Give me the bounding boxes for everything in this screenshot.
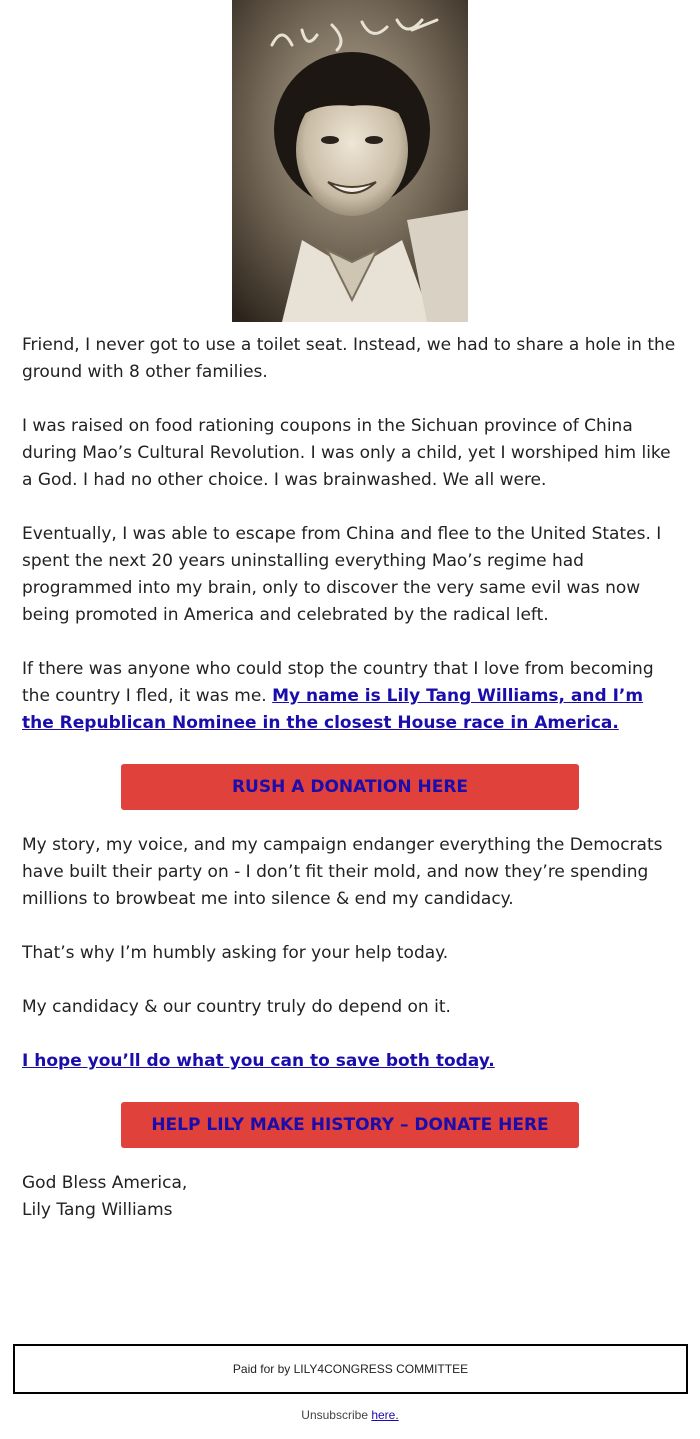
- paragraph: Eventually, I was able to escape from China and flee to the United States. I spent the next 20 years uninstalling everything Mao’s regime had programmed into my brain, only to discover the very same evil was now being promoted in America and celebrated by the radical left.: [22, 524, 662, 625]
- paragraph: That’s why I’m humbly asking for your help today.: [22, 943, 449, 963]
- make-history-donate-button[interactable]: HELP LILY MAKE HISTORY – DONATE HERE: [121, 1102, 579, 1148]
- paid-for-disclaimer: Paid for by LILY4CONGRESS COMMITTEE: [13, 1344, 688, 1394]
- paragraph-with-link: [22, 1048, 676, 1075]
- signoff-name: Lily Tang Williams: [22, 1200, 173, 1220]
- paragraph: Friend, I never got to use a toilet seat. Instead, we had to share a hole in the ground with 8 other families.: [22, 335, 676, 382]
- paragraph-with-link: [22, 656, 676, 737]
- unsubscribe-text: Unsubscribe: [301, 1408, 372, 1422]
- signoff-line: God Bless America,: [22, 1173, 188, 1193]
- vintage-portrait-photo-icon: [232, 0, 468, 322]
- signoff: [22, 1170, 676, 1224]
- unsubscribe-line: [0, 1408, 700, 1422]
- name-link[interactable]: My name is Lily Tang Williams, and I’m the Republican Nominee in the closest House race in America.: [22, 686, 644, 733]
- email-body: [22, 332, 676, 1251]
- paragraph: My candidacy & our country truly do depend on it.: [22, 997, 451, 1017]
- paragraph: My story, my voice, and my campaign endanger everything the Democrats have built their party on - I don’t fit their mold, and now they’re spending millions to browbeat me into silence & end my candidacy.: [22, 835, 663, 909]
- rush-donation-button[interactable]: RUSH A DONATION HERE: [121, 764, 579, 810]
- paragraph-text: If there was anyone who could stop the country that I love from becoming the country I fled, it was me.: [22, 659, 654, 706]
- hope-link[interactable]: I hope you’ll do what you can to save both today.: [22, 1051, 495, 1071]
- unsubscribe-link[interactable]: here.: [371, 1408, 399, 1422]
- paragraph: I was raised on food rationing coupons in the Sichuan province of China during Mao’s Cultural Revolution. I was only a child, yet I worshiped him like a God. I had no other choice. I was brainwashed. We all were.: [22, 416, 671, 490]
